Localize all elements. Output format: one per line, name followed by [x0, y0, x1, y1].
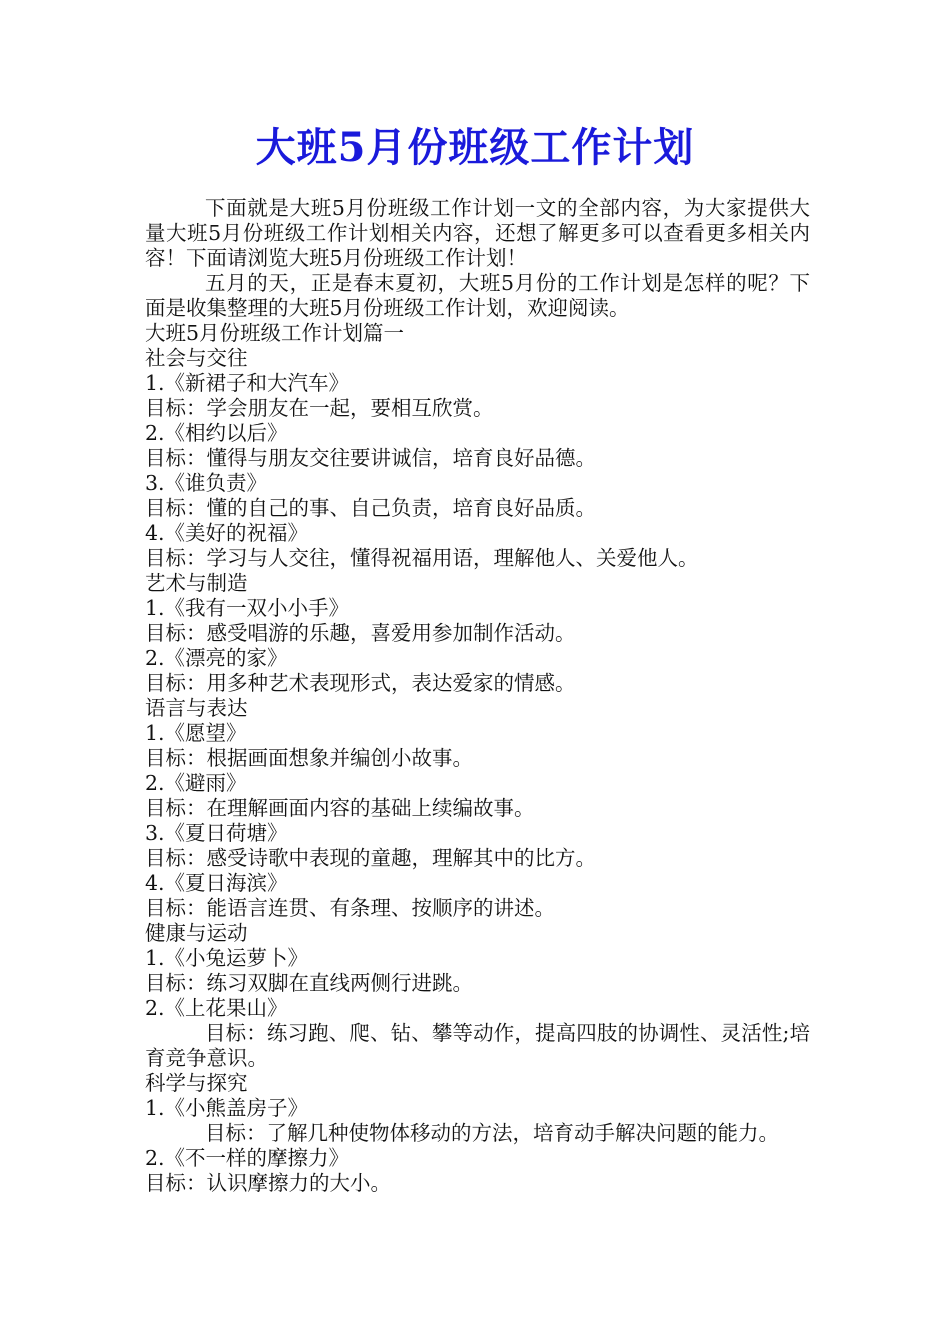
- activity-title: 1.《我有一双小小手》: [145, 596, 350, 620]
- activity-goal: 目标：感受诗歌中表现的童趣，理解其中的比方。: [145, 846, 596, 870]
- intro-paragraph: 下面就是大班5月份班级工作计划一文的全部内容，为大家提供大量大班5月份班级工作计划相关内容，还想了解更多可以查看更多相关内容！下面请浏览大班5月份班级工作计划！: [145, 196, 810, 270]
- activity-title: 1.《新裙子和大汽车》: [145, 371, 350, 395]
- activity-title: 1.《小兔运萝卜》: [145, 946, 309, 970]
- category-heading: 语言与表达: [145, 696, 248, 720]
- activity-title: 2.《避雨》: [145, 771, 247, 795]
- activity-goal: 目标：感受唱游的乐趣，喜爱用参加制作活动。: [145, 621, 576, 645]
- activity-title: 4.《夏日海滨》: [145, 871, 288, 895]
- activity-goal: 目标：练习双脚在直线两侧行进跳。: [145, 971, 473, 995]
- category-heading: 社会与交往: [145, 346, 248, 370]
- activity-title: 1.《愿望》: [145, 721, 247, 745]
- activity-title: 2.《上花果山》: [145, 996, 288, 1020]
- activity-goal: 目标：懂的自己的事、自己负责，培育良好品质。: [145, 496, 596, 520]
- activity-title: 4.《美好的祝福》: [145, 521, 309, 545]
- activity-title: 2.《不一样的摩擦力》: [145, 1146, 350, 1170]
- activity-goal: 目标：根据画面想象并编创小故事。: [145, 746, 473, 770]
- activity-goal: 目标：在理解画面内容的基础上续编故事。: [145, 796, 535, 820]
- document-body: [145, 196, 810, 1196]
- activity-goal: 目标：学习与人交往，懂得祝福用语，理解他人、关爱他人。: [145, 546, 699, 570]
- activity-goal: 目标：练习跑、爬、钻、攀等动作，提高四肢的协调性、灵活性;培育竞争意识。: [145, 1021, 810, 1070]
- category-heading: 艺术与制造: [145, 571, 248, 595]
- category-heading: 科学与探究: [145, 1071, 248, 1095]
- activity-goal: 目标：懂得与朋友交往要讲诚信，培育良好品德。: [145, 446, 596, 470]
- activity-title: 1.《小熊盖房子》: [145, 1096, 309, 1120]
- category-heading: 健康与运动: [145, 921, 248, 945]
- activity-goal: 目标：能语言连贯、有条理、按顺序的讲述。: [145, 896, 555, 920]
- document-title: 大班5月份班级工作计划: [255, 124, 695, 171]
- activity-goal: 目标：了解几种使物体移动的方法，培育动手解决问题的能力。: [205, 1121, 779, 1145]
- activity-goal: 目标：学会朋友在一起，要相互欣赏。: [145, 396, 494, 420]
- activity-goal: 目标：认识摩擦力的大小。: [145, 1171, 391, 1195]
- activity-goal: 目标：用多种艺术表现形式，表达爱家的情感。: [145, 671, 576, 695]
- activity-title: 2.《相约以后》: [145, 421, 288, 445]
- activity-title: 2.《漂亮的家》: [145, 646, 288, 670]
- section-heading: 大班5月份班级工作计划篇一: [145, 321, 405, 345]
- activity-title: 3.《夏日荷塘》: [145, 821, 288, 845]
- intro-paragraph: 五月的天，正是春末夏初，大班5月份的工作计划是怎样的呢？下面是收集整理的大班5月份班级工作计划，欢迎阅读。: [145, 271, 810, 320]
- activity-title: 3.《谁负责》: [145, 471, 268, 495]
